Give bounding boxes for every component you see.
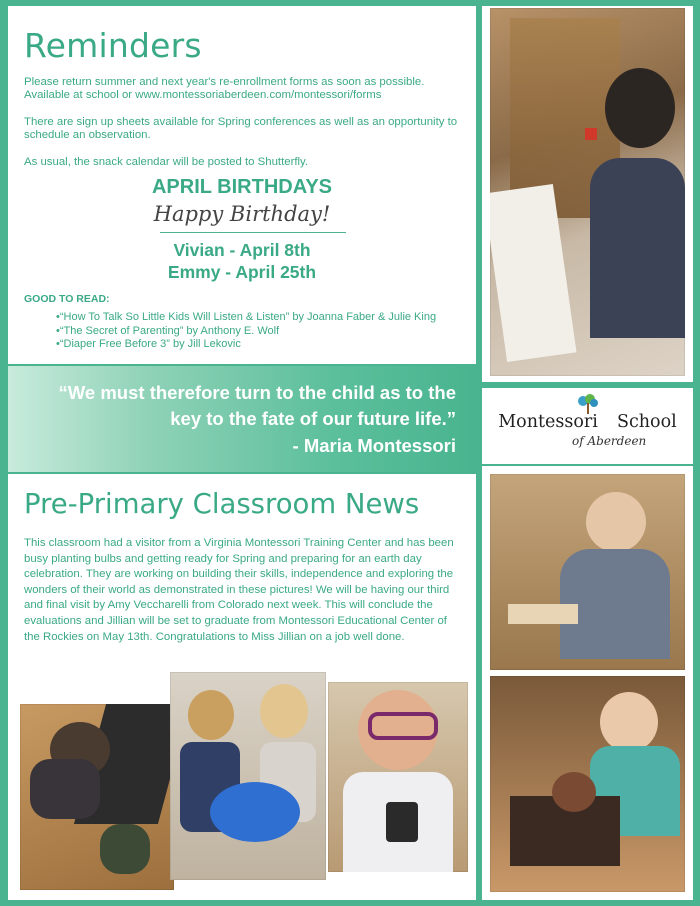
photo-frame (482, 6, 693, 382)
logo-word-montessori: Montessori (498, 412, 598, 432)
book-item: • “Diaper Free Before 3” by Jill Lekovic (56, 338, 436, 352)
reading-heading: GOOD TO READ: (24, 293, 110, 305)
photo-children-water (170, 672, 326, 880)
photo-child-drawing (490, 8, 685, 376)
birthday-name: Emmy - April 25th (167, 262, 317, 282)
school-logo (482, 388, 693, 464)
photo-child-floor (20, 704, 174, 890)
news-title: Pre-Primary Classroom News (24, 488, 420, 520)
birthday-subheading: Happy Birthday! (153, 202, 331, 226)
photo-child-pouring (490, 676, 685, 892)
reminder-conferences: There are sign up sheets available for Spring conferences as well as an opportunity to schedule an observation. (24, 116, 458, 141)
reminder-snack: As usual, the snack calendar will be posted to Shutterfly. (24, 156, 309, 168)
quote-banner (8, 366, 476, 472)
quote-line: key to the fate of our future life.” (170, 408, 456, 429)
quote-line: “We must therefore turn to the child as to the (58, 382, 456, 403)
reminders-section (8, 6, 476, 364)
logo-wordmark (482, 412, 693, 432)
classroom-news-section (8, 474, 476, 900)
book-list (56, 311, 436, 352)
reminders-title: Reminders (24, 26, 202, 65)
tree-icon (576, 394, 600, 414)
book-item: • “How To Talk So Little Kids Will Listen & Listen” by Joanna Faber & Julie King (56, 311, 436, 325)
reminder-forms: Please return summer and next year's re-enrollment forms as soon as possible. Available at school or www.montessoriaberdeen.com/montessori/forms (24, 76, 425, 101)
logo-subtitle: of Aberdeen (572, 434, 647, 448)
birthday-name: Vivian - April 8th (173, 240, 311, 260)
photo-frame (482, 466, 693, 900)
logo-word-school: School (617, 412, 677, 432)
birthday-divider (160, 232, 346, 233)
birthday-heading: APRIL BIRTHDAYS (151, 176, 333, 198)
quote-author: - Maria Montessori (292, 435, 456, 456)
news-body: This classroom had a visitor from a Virginia Montessori Training Center and has been busy planting bulbs and getting ready for Spring and preparing for an earth day celebration. They are working on building their skills, independence and exploring the wonders of their world as demonstrated in these pictures! We will be having our third and final visit by Amy Veccharelli from Colorado next week. This will conclude the evaluations and Jillian will be set to graduate from Montessori Educational Center of the Rockies on May 13th. Congratulations to Miss Jillian on a job well done. (24, 537, 454, 643)
photo-child-planting (328, 682, 468, 872)
photo-child-sorting (490, 474, 685, 670)
book-item: • “The Secret of Parenting” by Anthony E. Wolf (56, 325, 436, 339)
